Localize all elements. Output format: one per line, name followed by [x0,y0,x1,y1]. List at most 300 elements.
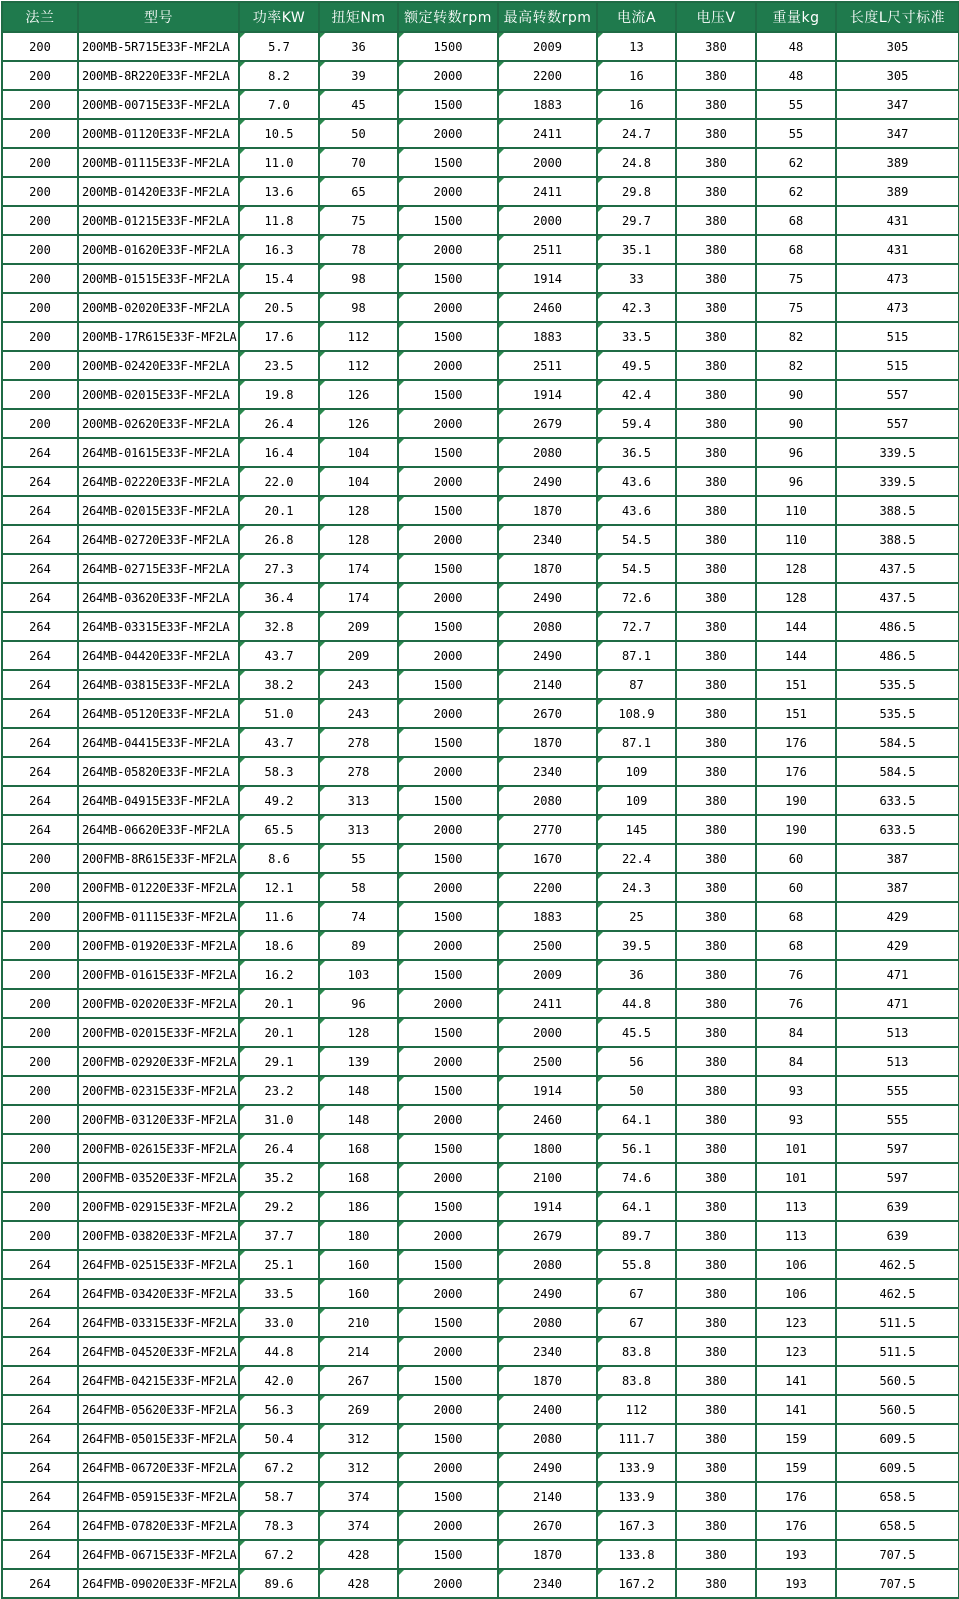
cell-current[interactable]: 54.5 [597,554,676,583]
cell-flange[interactable]: 200 [2,1163,78,1192]
cell-voltage[interactable]: 380 [676,989,756,1018]
cell-model[interactable]: 264MB-02720E33F-MF2LA [78,525,239,554]
cell-current[interactable]: 64.1 [597,1192,676,1221]
cell-power[interactable]: 11.0 [239,148,319,177]
header-voltage[interactable]: 电压V [676,2,756,32]
cell-weight[interactable]: 82 [756,351,836,380]
cell-power[interactable]: 12.1 [239,873,319,902]
cell-weight[interactable]: 190 [756,815,836,844]
cell-max-speed[interactable]: 1883 [498,322,597,351]
cell-voltage[interactable]: 380 [676,873,756,902]
cell-length[interactable]: 305 [836,61,959,90]
cell-weight[interactable]: 123 [756,1308,836,1337]
cell-power[interactable]: 42.0 [239,1366,319,1395]
cell-rated-speed[interactable]: 2000 [398,525,498,554]
cell-current[interactable]: 74.6 [597,1163,676,1192]
cell-weight[interactable]: 68 [756,902,836,931]
cell-voltage[interactable]: 380 [676,1221,756,1250]
cell-voltage[interactable]: 380 [676,1134,756,1163]
cell-flange[interactable]: 200 [2,264,78,293]
cell-torque[interactable]: 313 [319,815,398,844]
cell-current[interactable]: 16 [597,61,676,90]
cell-torque[interactable]: 36 [319,32,398,61]
cell-current[interactable]: 167.2 [597,1569,676,1598]
cell-weight[interactable]: 75 [756,264,836,293]
cell-max-speed[interactable]: 2080 [498,1424,597,1453]
cell-max-speed[interactable]: 2000 [498,148,597,177]
cell-weight[interactable]: 48 [756,32,836,61]
cell-voltage[interactable]: 380 [676,1047,756,1076]
cell-max-speed[interactable]: 1914 [498,380,597,409]
cell-rated-speed[interactable]: 1500 [398,438,498,467]
cell-rated-speed[interactable]: 1500 [398,612,498,641]
cell-rated-speed[interactable]: 1500 [398,1076,498,1105]
cell-model[interactable]: 264MB-03815E33F-MF2LA [78,670,239,699]
cell-torque[interactable]: 269 [319,1395,398,1424]
cell-max-speed[interactable]: 2009 [498,960,597,989]
cell-max-speed[interactable]: 2411 [498,177,597,206]
cell-length[interactable]: 515 [836,351,959,380]
cell-weight[interactable]: 144 [756,641,836,670]
cell-length[interactable]: 555 [836,1076,959,1105]
cell-voltage[interactable]: 380 [676,235,756,264]
cell-power[interactable]: 32.8 [239,612,319,641]
cell-current[interactable]: 50 [597,1076,676,1105]
cell-torque[interactable]: 243 [319,699,398,728]
cell-length[interactable]: 535.5 [836,670,959,699]
cell-length[interactable]: 347 [836,119,959,148]
cell-torque[interactable]: 312 [319,1453,398,1482]
cell-power[interactable]: 11.8 [239,206,319,235]
cell-weight[interactable]: 176 [756,757,836,786]
cell-max-speed[interactable]: 2490 [498,641,597,670]
cell-flange[interactable]: 264 [2,670,78,699]
cell-voltage[interactable]: 380 [676,1482,756,1511]
cell-flange[interactable]: 200 [2,931,78,960]
cell-weight[interactable]: 60 [756,844,836,873]
cell-torque[interactable]: 98 [319,293,398,322]
cell-max-speed[interactable]: 2200 [498,873,597,902]
header-weight[interactable]: 重量kg [756,2,836,32]
cell-power[interactable]: 23.5 [239,351,319,380]
cell-torque[interactable]: 374 [319,1482,398,1511]
cell-max-speed[interactable]: 2490 [498,467,597,496]
cell-voltage[interactable]: 380 [676,206,756,235]
cell-rated-speed[interactable]: 2000 [398,873,498,902]
cell-weight[interactable]: 84 [756,1047,836,1076]
cell-flange[interactable]: 264 [2,1511,78,1540]
cell-flange[interactable]: 264 [2,1482,78,1511]
cell-flange[interactable]: 264 [2,1337,78,1366]
cell-voltage[interactable]: 380 [676,1250,756,1279]
cell-power[interactable]: 35.2 [239,1163,319,1192]
cell-length[interactable]: 431 [836,206,959,235]
cell-max-speed[interactable]: 1914 [498,1192,597,1221]
cell-flange[interactable]: 200 [2,1221,78,1250]
header-power[interactable]: 功率KW [239,2,319,32]
cell-rated-speed[interactable]: 2000 [398,699,498,728]
cell-torque[interactable]: 278 [319,757,398,786]
cell-flange[interactable]: 264 [2,467,78,496]
cell-power[interactable]: 78.3 [239,1511,319,1540]
cell-weight[interactable]: 151 [756,699,836,728]
cell-max-speed[interactable]: 2080 [498,612,597,641]
cell-max-speed[interactable]: 2340 [498,1337,597,1366]
cell-current[interactable]: 133.9 [597,1482,676,1511]
cell-max-speed[interactable]: 2490 [498,583,597,612]
cell-length[interactable]: 639 [836,1192,959,1221]
cell-power[interactable]: 17.6 [239,322,319,351]
cell-power[interactable]: 8.2 [239,61,319,90]
cell-length[interactable]: 560.5 [836,1366,959,1395]
cell-rated-speed[interactable]: 2000 [398,1337,498,1366]
cell-torque[interactable]: 112 [319,322,398,351]
cell-max-speed[interactable]: 2670 [498,1511,597,1540]
cell-current[interactable]: 35.1 [597,235,676,264]
cell-torque[interactable]: 126 [319,409,398,438]
cell-length[interactable]: 387 [836,844,959,873]
cell-voltage[interactable]: 380 [676,1569,756,1598]
cell-power[interactable]: 18.6 [239,931,319,960]
cell-max-speed[interactable]: 2490 [498,1453,597,1482]
cell-current[interactable]: 145 [597,815,676,844]
cell-flange[interactable]: 264 [2,699,78,728]
cell-weight[interactable]: 176 [756,728,836,757]
cell-flange[interactable]: 264 [2,786,78,815]
cell-flange[interactable]: 200 [2,206,78,235]
cell-rated-speed[interactable]: 1500 [398,1308,498,1337]
cell-rated-speed[interactable]: 1500 [398,148,498,177]
cell-weight[interactable]: 101 [756,1163,836,1192]
cell-rated-speed[interactable]: 2000 [398,351,498,380]
cell-length[interactable]: 473 [836,293,959,322]
cell-torque[interactable]: 209 [319,612,398,641]
cell-model[interactable]: 264MB-05820E33F-MF2LA [78,757,239,786]
cell-torque[interactable]: 128 [319,1018,398,1047]
cell-weight[interactable]: 55 [756,119,836,148]
cell-length[interactable]: 557 [836,409,959,438]
cell-power[interactable]: 20.5 [239,293,319,322]
cell-model[interactable]: 264MB-02220E33F-MF2LA [78,467,239,496]
cell-flange[interactable]: 200 [2,409,78,438]
cell-length[interactable]: 707.5 [836,1540,959,1569]
cell-max-speed[interactable]: 1870 [498,1540,597,1569]
cell-torque[interactable]: 65 [319,177,398,206]
cell-power[interactable]: 36.4 [239,583,319,612]
cell-max-speed[interactable]: 2100 [498,1163,597,1192]
cell-torque[interactable]: 96 [319,989,398,1018]
cell-weight[interactable]: 68 [756,931,836,960]
cell-torque[interactable]: 312 [319,1424,398,1453]
cell-model[interactable]: 200MB-17R615E33F-MF2LA [78,322,239,351]
cell-weight[interactable]: 106 [756,1279,836,1308]
cell-model[interactable]: 264FMB-09020E33F-MF2LA [78,1569,239,1598]
cell-flange[interactable]: 200 [2,1134,78,1163]
cell-model[interactable]: 200MB-01620E33F-MF2LA [78,235,239,264]
cell-model[interactable]: 200FMB-02615E33F-MF2LA [78,1134,239,1163]
cell-power[interactable]: 27.3 [239,554,319,583]
cell-flange[interactable]: 200 [2,148,78,177]
cell-torque[interactable]: 148 [319,1105,398,1134]
cell-length[interactable]: 658.5 [836,1482,959,1511]
cell-voltage[interactable]: 380 [676,1018,756,1047]
cell-torque[interactable]: 428 [319,1569,398,1598]
cell-model[interactable]: 264MB-01615E33F-MF2LA [78,438,239,467]
cell-flange[interactable]: 200 [2,960,78,989]
cell-flange[interactable]: 264 [2,554,78,583]
cell-torque[interactable]: 128 [319,525,398,554]
cell-model[interactable]: 264FMB-04215E33F-MF2LA [78,1366,239,1395]
cell-torque[interactable]: 103 [319,960,398,989]
header-rated-speed[interactable]: 额定转数rpm [398,2,498,32]
cell-current[interactable]: 56.1 [597,1134,676,1163]
cell-model[interactable]: 200MB-5R715E33F-MF2LA [78,32,239,61]
cell-power[interactable]: 20.1 [239,496,319,525]
cell-torque[interactable]: 126 [319,380,398,409]
cell-rated-speed[interactable]: 2000 [398,1395,498,1424]
cell-model[interactable]: 200FMB-02315E33F-MF2LA [78,1076,239,1105]
cell-weight[interactable]: 110 [756,496,836,525]
cell-flange[interactable]: 264 [2,1453,78,1482]
cell-power[interactable]: 16.3 [239,235,319,264]
cell-torque[interactable]: 128 [319,496,398,525]
cell-model[interactable]: 200FMB-02015E33F-MF2LA [78,1018,239,1047]
cell-flange[interactable]: 264 [2,612,78,641]
cell-weight[interactable]: 159 [756,1424,836,1453]
cell-rated-speed[interactable]: 2000 [398,1105,498,1134]
cell-rated-speed[interactable]: 1500 [398,1540,498,1569]
cell-flange[interactable]: 264 [2,1395,78,1424]
cell-power[interactable]: 44.8 [239,1337,319,1366]
cell-current[interactable]: 29.8 [597,177,676,206]
cell-length[interactable]: 511.5 [836,1337,959,1366]
cell-rated-speed[interactable]: 2000 [398,235,498,264]
cell-current[interactable]: 13 [597,32,676,61]
cell-flange[interactable]: 200 [2,90,78,119]
cell-model[interactable]: 200MB-02015E33F-MF2LA [78,380,239,409]
cell-power[interactable]: 33.0 [239,1308,319,1337]
cell-rated-speed[interactable]: 2000 [398,467,498,496]
cell-current[interactable]: 43.6 [597,496,676,525]
cell-model[interactable]: 264FMB-05620E33F-MF2LA [78,1395,239,1424]
cell-flange[interactable]: 200 [2,61,78,90]
cell-weight[interactable]: 176 [756,1511,836,1540]
cell-weight[interactable]: 113 [756,1221,836,1250]
cell-rated-speed[interactable]: 1500 [398,1250,498,1279]
cell-voltage[interactable]: 380 [676,612,756,641]
cell-rated-speed[interactable]: 2000 [398,1279,498,1308]
cell-max-speed[interactable]: 1914 [498,264,597,293]
cell-rated-speed[interactable]: 1500 [398,264,498,293]
cell-length[interactable]: 387 [836,873,959,902]
cell-torque[interactable]: 174 [319,583,398,612]
cell-voltage[interactable]: 380 [676,1337,756,1366]
cell-model[interactable]: 200MB-01120E33F-MF2LA [78,119,239,148]
cell-model[interactable]: 200FMB-02920E33F-MF2LA [78,1047,239,1076]
cell-torque[interactable]: 112 [319,351,398,380]
cell-weight[interactable]: 106 [756,1250,836,1279]
cell-length[interactable]: 639 [836,1221,959,1250]
cell-current[interactable]: 44.8 [597,989,676,1018]
cell-voltage[interactable]: 380 [676,902,756,931]
cell-weight[interactable]: 90 [756,409,836,438]
cell-flange[interactable]: 264 [2,1569,78,1598]
cell-length[interactable]: 437.5 [836,583,959,612]
cell-length[interactable]: 305 [836,32,959,61]
cell-length[interactable]: 462.5 [836,1250,959,1279]
cell-model[interactable]: 264MB-04415E33F-MF2LA [78,728,239,757]
cell-voltage[interactable]: 380 [676,1163,756,1192]
cell-power[interactable]: 20.1 [239,989,319,1018]
cell-rated-speed[interactable]: 2000 [398,177,498,206]
cell-current[interactable]: 33.5 [597,322,676,351]
cell-torque[interactable]: 50 [319,119,398,148]
cell-torque[interactable]: 428 [319,1540,398,1569]
cell-flange[interactable]: 264 [2,583,78,612]
cell-weight[interactable]: 76 [756,960,836,989]
cell-length[interactable]: 597 [836,1163,959,1192]
cell-rated-speed[interactable]: 1500 [398,322,498,351]
cell-power[interactable]: 29.1 [239,1047,319,1076]
cell-weight[interactable]: 176 [756,1482,836,1511]
cell-flange[interactable]: 200 [2,351,78,380]
cell-power[interactable]: 50.4 [239,1424,319,1453]
cell-weight[interactable]: 128 [756,554,836,583]
cell-current[interactable]: 109 [597,786,676,815]
header-length[interactable]: 长度L尺寸标准 [836,2,959,32]
cell-model[interactable]: 200MB-01515E33F-MF2LA [78,264,239,293]
cell-voltage[interactable]: 380 [676,148,756,177]
cell-length[interactable]: 584.5 [836,757,959,786]
cell-current[interactable]: 39.5 [597,931,676,960]
cell-weight[interactable]: 193 [756,1569,836,1598]
cell-current[interactable]: 29.7 [597,206,676,235]
cell-rated-speed[interactable]: 1500 [398,1482,498,1511]
cell-current[interactable]: 45.5 [597,1018,676,1047]
cell-rated-speed[interactable]: 1500 [398,1192,498,1221]
cell-voltage[interactable]: 380 [676,728,756,757]
cell-length[interactable]: 633.5 [836,786,959,815]
cell-current[interactable]: 83.8 [597,1366,676,1395]
cell-length[interactable]: 388.5 [836,525,959,554]
cell-flange[interactable]: 200 [2,322,78,351]
cell-current[interactable]: 108.9 [597,699,676,728]
cell-rated-speed[interactable]: 2000 [398,641,498,670]
cell-max-speed[interactable]: 2679 [498,409,597,438]
cell-current[interactable]: 25 [597,902,676,931]
cell-model[interactable]: 264FMB-02515E33F-MF2LA [78,1250,239,1279]
cell-voltage[interactable]: 380 [676,438,756,467]
cell-max-speed[interactable]: 2080 [498,786,597,815]
cell-weight[interactable]: 93 [756,1105,836,1134]
cell-weight[interactable]: 101 [756,1134,836,1163]
cell-length[interactable]: 462.5 [836,1279,959,1308]
cell-current[interactable]: 55.8 [597,1250,676,1279]
cell-model[interactable]: 264FMB-04520E33F-MF2LA [78,1337,239,1366]
cell-power[interactable]: 31.0 [239,1105,319,1134]
cell-voltage[interactable]: 380 [676,815,756,844]
cell-power[interactable]: 25.1 [239,1250,319,1279]
cell-max-speed[interactable]: 2080 [498,438,597,467]
cell-model[interactable]: 200FMB-03820E33F-MF2LA [78,1221,239,1250]
cell-power[interactable]: 56.3 [239,1395,319,1424]
cell-flange[interactable]: 264 [2,525,78,554]
cell-max-speed[interactable]: 2460 [498,1105,597,1134]
cell-max-speed[interactable]: 2411 [498,119,597,148]
cell-weight[interactable]: 110 [756,525,836,554]
cell-model[interactable]: 200FMB-01220E33F-MF2LA [78,873,239,902]
cell-rated-speed[interactable]: 2000 [398,409,498,438]
cell-flange[interactable]: 264 [2,1366,78,1395]
cell-rated-speed[interactable]: 2000 [398,931,498,960]
cell-flange[interactable]: 264 [2,1424,78,1453]
cell-current[interactable]: 56 [597,1047,676,1076]
cell-model[interactable]: 264FMB-06720E33F-MF2LA [78,1453,239,1482]
cell-power[interactable]: 51.0 [239,699,319,728]
cell-power[interactable]: 20.1 [239,1018,319,1047]
cell-current[interactable]: 112 [597,1395,676,1424]
cell-flange[interactable]: 200 [2,1192,78,1221]
cell-max-speed[interactable]: 1870 [498,1366,597,1395]
cell-torque[interactable]: 104 [319,467,398,496]
cell-voltage[interactable]: 380 [676,786,756,815]
cell-length[interactable]: 609.5 [836,1453,959,1482]
cell-flange[interactable]: 200 [2,380,78,409]
cell-max-speed[interactable]: 2511 [498,235,597,264]
cell-length[interactable]: 555 [836,1105,959,1134]
cell-torque[interactable]: 278 [319,728,398,757]
cell-max-speed[interactable]: 2340 [498,525,597,554]
cell-power[interactable]: 58.7 [239,1482,319,1511]
cell-weight[interactable]: 193 [756,1540,836,1569]
cell-rated-speed[interactable]: 1500 [398,960,498,989]
cell-flange[interactable]: 200 [2,235,78,264]
cell-flange[interactable]: 264 [2,438,78,467]
cell-max-speed[interactable]: 2140 [498,1482,597,1511]
cell-current[interactable]: 16 [597,90,676,119]
cell-length[interactable]: 597 [836,1134,959,1163]
cell-power[interactable]: 15.4 [239,264,319,293]
cell-max-speed[interactable]: 2511 [498,351,597,380]
cell-power[interactable]: 8.6 [239,844,319,873]
cell-flange[interactable]: 264 [2,815,78,844]
cell-flange[interactable]: 200 [2,177,78,206]
cell-current[interactable]: 87.1 [597,728,676,757]
cell-length[interactable]: 431 [836,235,959,264]
cell-weight[interactable]: 55 [756,90,836,119]
cell-voltage[interactable]: 380 [676,641,756,670]
cell-model[interactable]: 200MB-01215E33F-MF2LA [78,206,239,235]
cell-voltage[interactable]: 380 [676,1453,756,1482]
cell-rated-speed[interactable]: 1500 [398,1366,498,1395]
cell-model[interactable]: 200FMB-01920E33F-MF2LA [78,931,239,960]
cell-flange[interactable]: 264 [2,496,78,525]
cell-current[interactable]: 33 [597,264,676,293]
cell-current[interactable]: 42.3 [597,293,676,322]
cell-model[interactable]: 200MB-8R220E33F-MF2LA [78,61,239,90]
cell-length[interactable]: 389 [836,177,959,206]
cell-rated-speed[interactable]: 2000 [398,1453,498,1482]
cell-max-speed[interactable]: 1870 [498,554,597,583]
cell-length[interactable]: 515 [836,322,959,351]
cell-length[interactable]: 339.5 [836,467,959,496]
cell-model[interactable]: 200FMB-02020E33F-MF2LA [78,989,239,1018]
header-current[interactable]: 电流A [597,2,676,32]
cell-model[interactable]: 264FMB-05015E33F-MF2LA [78,1424,239,1453]
cell-model[interactable]: 200MB-00715E33F-MF2LA [78,90,239,119]
header-model[interactable]: 型号 [78,2,239,32]
cell-max-speed[interactable]: 2490 [498,1279,597,1308]
